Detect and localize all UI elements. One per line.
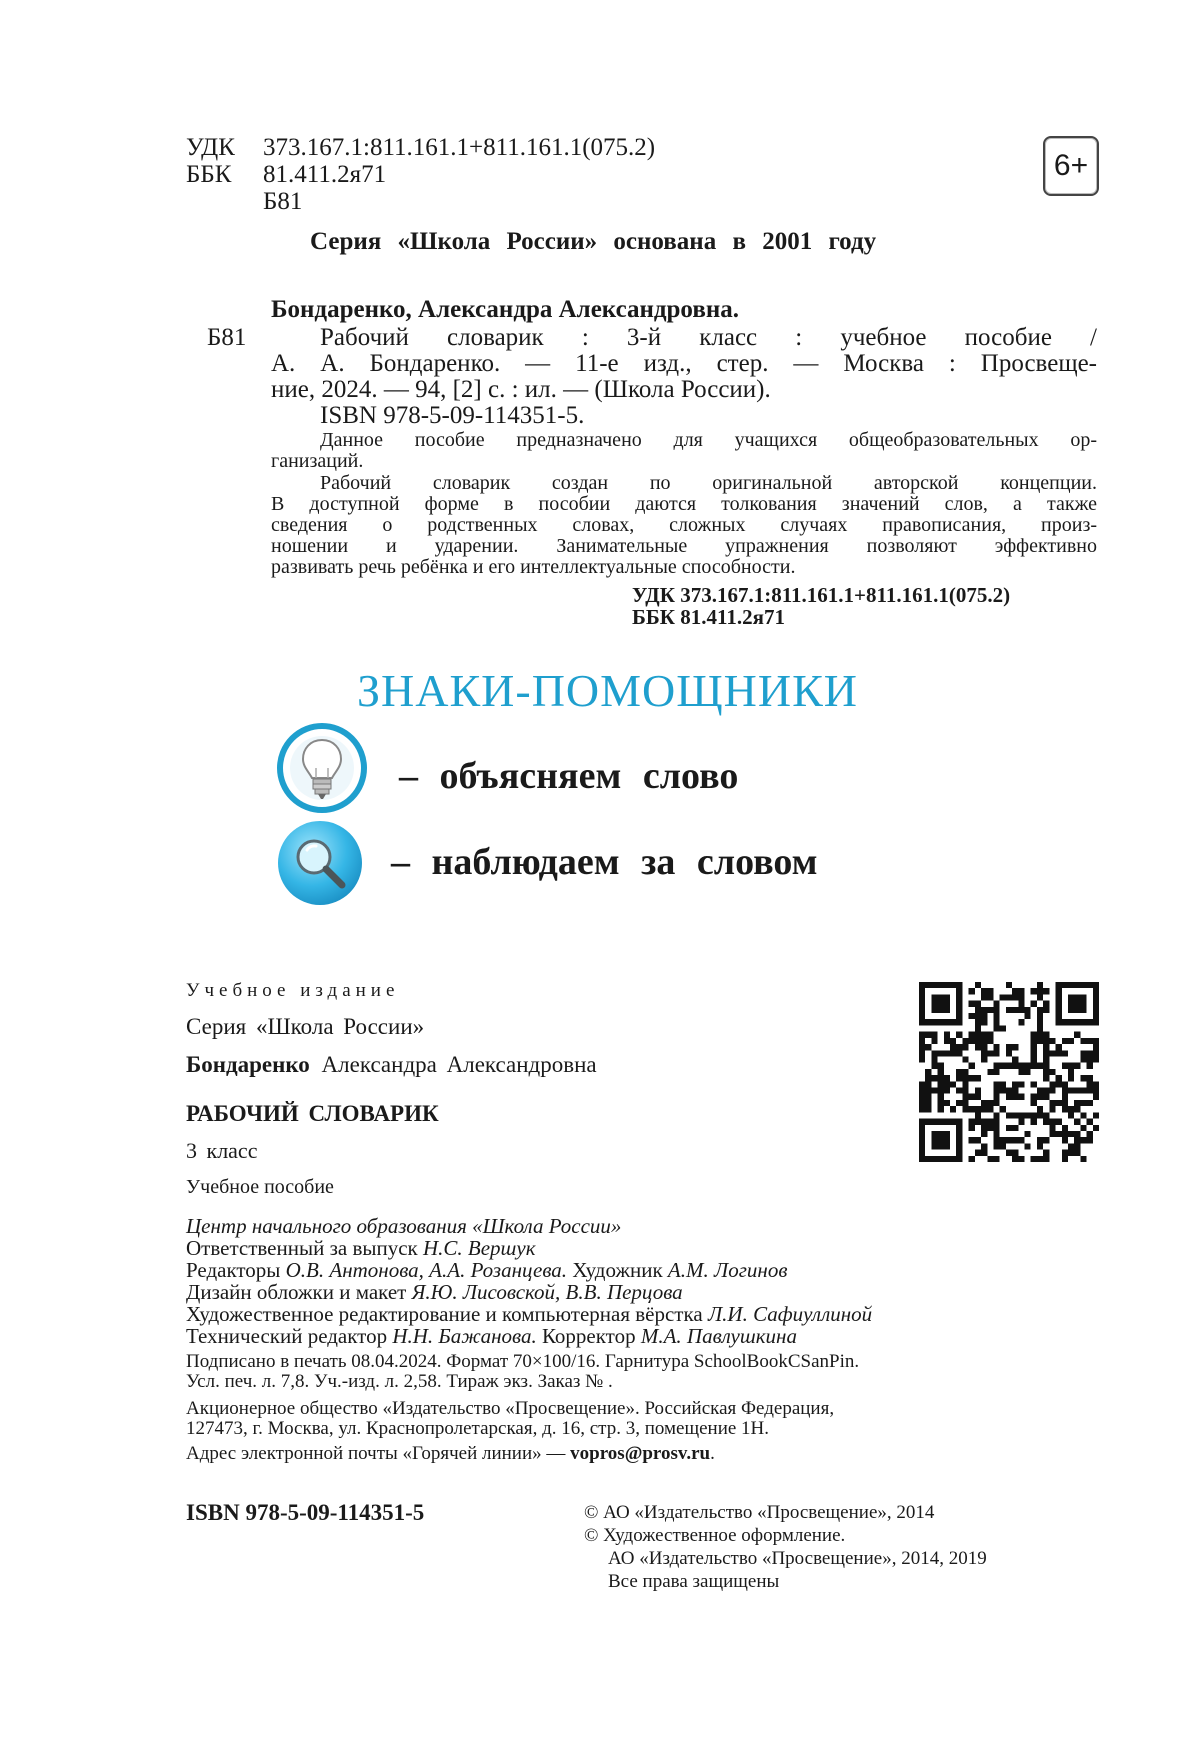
publisher-line-1: Акционерное общество «Издательство «Просвещение». Российская Федерация, [186,1398,835,1419]
imprint-series: Серия «Школа России» [186,1014,425,1039]
imprint-isbn: ISBN 978-5-09-114351-5 [186,1500,425,1525]
catalog-bbk-footer: ББК 81.411.2я71 [632,605,785,629]
author-mark: Б81 [263,188,303,215]
tech-label: Технический редактор [186,1324,388,1348]
print-line-1: Подписано в печать 08.04.2024. Формат 70×100/16. Гарнитура SchoolBookCSanPin. [186,1351,860,1372]
responsible-label: Ответственный за выпуск [186,1236,418,1260]
publisher-line-2: 127473, г. Москва, ул. Краснопролетарская, д. 16, стр. 3, помещение 1Н. [186,1418,770,1439]
design-names: Я.Ю. Лисовской, В.В. Перцова [411,1280,683,1304]
sign-explain-label: – объясняем слово [399,755,739,797]
email-address[interactable]: vopros@prosv.ru [570,1443,711,1464]
book-type: Учебное пособие [186,1176,334,1198]
copyright-line-4: Все права защищены [608,1571,780,1592]
responsible-name: Н.С. Вершук [422,1236,536,1260]
grade: 3 класс [186,1138,258,1163]
magnifier-icon [276,819,364,907]
art-edit-name: Л.И. Сафиуллиной [707,1302,873,1326]
sign-observe-label: – наблюдаем за словом [391,841,818,883]
annotation-line: Рабочий словарик создан по оригинальной авторской концепции. [320,472,1097,494]
copyright-line-2: © Художественное оформление. [584,1525,846,1546]
imprint-center: Центр начального образования «Школа России» [186,1214,622,1238]
copyright-line-1: © АО «Издательство «Просвещение», 2014 [584,1502,935,1523]
imprint-author-last: Бондаренко [186,1052,310,1077]
imprint-editors [186,1259,787,1281]
catalog-udk-footer: УДК 373.167.1:811.161.1+811.161.1(075.2) [632,583,1011,607]
annotation-line: развивать речь ребёнка и его интеллектуальные способности. [271,556,796,578]
series-founded-line: Серия «Школа России» основана в 2001 году [310,228,877,255]
email-end: . [710,1443,715,1464]
signs-title: ЗНАКИ-ПОМОЩНИКИ [357,665,859,716]
annotation-line: В доступной форме в пособии даются толкования значений слов, а также [271,493,1097,515]
catalog-line-1: Рабочий словарик : 3-й класс : учебное пособие / [320,324,1097,351]
qr-code[interactable] [919,982,1099,1162]
annotation-line: ношении и ударении. Занимательные упражнения позволяют эффективно [271,535,1097,557]
lightbulb-icon [276,722,368,814]
artist-label: Художник [572,1258,663,1282]
udk-label: УДК [186,134,235,161]
annotation-line: сведения о родственных словах, сложных случаях правописания, произ- [271,514,1097,536]
imprint-author-first: Александра Александровна [321,1052,597,1077]
editors-names: О.В. Антонова, А.А. Розанцева. [285,1258,568,1282]
tech-name: Н.Н. Бажанова. [392,1324,537,1348]
catalog-isbn: ISBN 978-5-09-114351-5. [320,402,585,429]
imprint-responsible [186,1237,536,1259]
annotation-line: Данное пособие предназначено для учащихся общеобразовательных ор- [320,429,1097,451]
imprint-art-edit [186,1303,872,1325]
proof-label: Корректор [541,1324,636,1348]
imprint-tech [186,1325,797,1347]
bbk-value: 81.411.2я71 [263,161,387,188]
catalog-line-2: А. А. Бондаренко. — 11-е изд., стер. — Москва : Просвеще- [271,350,1097,377]
bbk-label: ББК [186,161,232,188]
proof-name: М.А. Павлушкина [640,1324,797,1348]
design-label: Дизайн обложки и макет [186,1280,407,1304]
editors-label: Редакторы [186,1258,281,1282]
print-line-2: Усл. печ. л. 7,8. Уч.-изд. л. 2,58. Тираж экз. Заказ № . [186,1371,613,1392]
catalog-line-3: ние, 2024. — 94, [2] с. : ил. — (Школа России). [271,376,771,403]
edition-type: Учебное издание [186,980,400,1001]
hotline-email [186,1444,715,1464]
artist-name: А.М. Логинов [667,1258,788,1282]
age-rating-badge: 6+ [1043,136,1099,196]
udk-value: 373.167.1:811.161.1+811.161.1(075.2) [263,134,656,161]
book-title: РАБОЧИЙ СЛОВАРИК [186,1101,439,1126]
catalog-author-heading: Бондаренко, Александра Александровна. [271,296,739,323]
art-edit-label: Художественное редактирование и компьютерная вёрстка [186,1302,703,1326]
catalog-mark: Б81 [207,324,247,351]
imprint-author [186,1052,597,1078]
email-label: Адрес электронной почты «Горячей линии» — [186,1443,566,1464]
annotation-line: ганизаций. [271,450,364,472]
imprint-design [186,1281,683,1303]
copyright-line-3: АО «Издательство «Просвещение», 2014, 2019 [608,1548,987,1569]
